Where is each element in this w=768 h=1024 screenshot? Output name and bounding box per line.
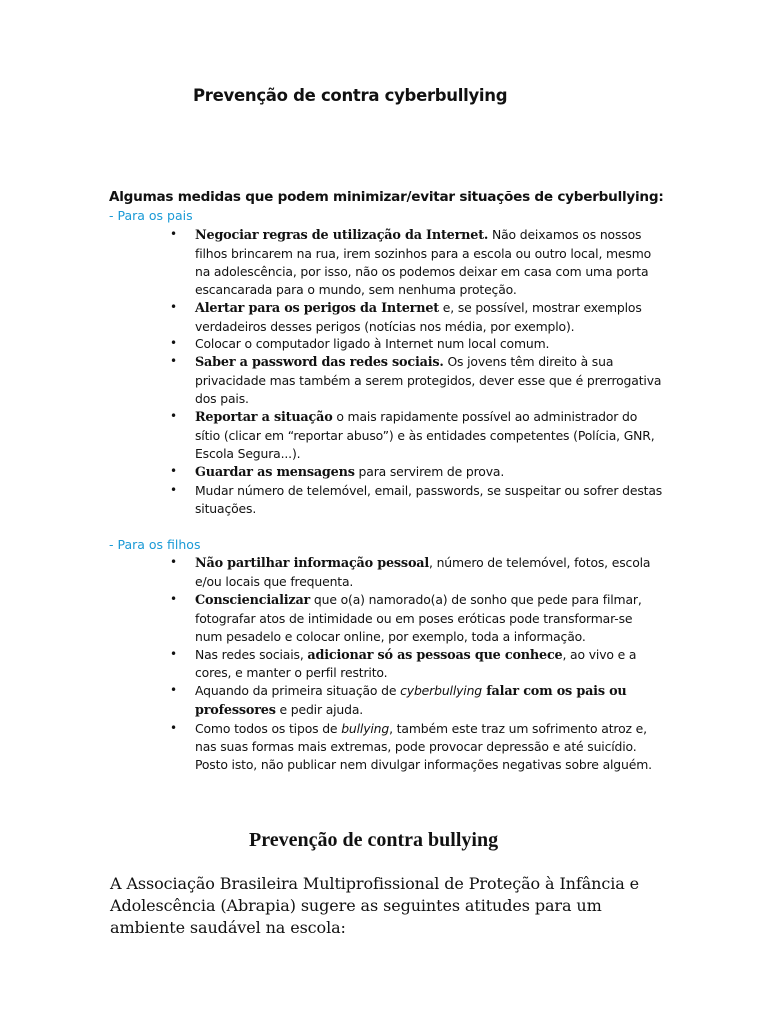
item-bold: Consciencializar (195, 592, 311, 608)
list-item (163, 335, 663, 353)
item-bold: falar com os pais ou professores (195, 684, 627, 719)
bullet-icon: • (170, 591, 177, 606)
bullet-icon: • (170, 463, 177, 478)
bullet-icon: • (170, 482, 177, 497)
subheading-filhos: - Para os filhos (109, 537, 201, 552)
item-bold: Guardar as mensagens (195, 464, 355, 480)
item-text: e pedir ajuda. (275, 702, 364, 718)
item-italic: bullying (341, 721, 390, 737)
item-text: , também este traz um sofrimento atroz e, nas suas formas mais extremas, pode provocar depressão e até suicídio. Posto isto, não publicar nem divulgar informações negativas sobre alguém. (195, 721, 652, 772)
list-item (163, 591, 663, 646)
list-item (163, 720, 663, 774)
list-item (163, 554, 663, 591)
bullet-icon: • (170, 721, 177, 736)
list-filhos (163, 554, 663, 774)
item-bold: Reportar a situação (195, 410, 333, 426)
item-text: Nas redes sociais, (195, 646, 308, 662)
item-text: , ao vivo e a cores, e manter o perfil restrito. (195, 646, 637, 681)
list-item (163, 408, 663, 463)
item-text: Como todos os tipos de (195, 721, 342, 737)
item-text: Os jovens têm direito à sua privacidade mas também a serem protegidos, dever esse que é prerrogativa dos pais. (195, 354, 662, 407)
list-item (163, 226, 663, 299)
bullet-icon: • (170, 646, 177, 661)
bullet-icon: • (170, 299, 177, 314)
page-title: Prevenção de contra cyberbullying (193, 86, 508, 105)
list-item (163, 353, 663, 408)
body-paragraph: A Associação Brasileira Multiprofissional de Proteção à Infância e Adolescência (Abrapia) sugere as seguintes atitudes para um ambiente saudável na escola: (110, 874, 640, 937)
item-text: o mais rapidamente possível ao administrador do sítio (clicar em “reportar abuso”) e às entidades competentes (Polícia, GNR, Escola Segura...). (195, 409, 655, 461)
bullet-icon: • (170, 354, 177, 369)
item-text: e, se possível, mostrar exemplos verdadeiros desses perigos (notícias nos média, por exemplo). (195, 299, 642, 334)
section-title-bullying: Prevenção de contra bullying (249, 829, 499, 851)
item-bold: Negociar regras de utilização da Internet. (195, 228, 489, 243)
bullet-icon: • (170, 227, 177, 241)
intro-heading: Algumas medidas que podem minimizar/evitar situações de cyberbullying: (109, 189, 664, 205)
item-bold: Alertar para os perigos da Internet (195, 300, 439, 316)
item-text: Colocar o computador ligado à Internet num local comum. (195, 336, 550, 352)
item-italic: cyberbullying (400, 683, 482, 699)
bullet-icon: • (170, 409, 177, 424)
item-text: Não deixamos os nossos filhos brincarem na rua, irem sozinhos para a escola ou outro local, mesmo na adolescência, por isso, não os podemos deixar em casa com uma porta escancarada para o mundo, sem nenhuma proteção. (195, 227, 652, 297)
item-text: , número de telemóvel, fotos, escola e/ou locais que frequenta. (195, 555, 651, 589)
bullet-icon: • (170, 336, 177, 351)
subheading-pais: - Para os pais (109, 208, 193, 223)
item-text: Mudar número de telemóvel, email, passwords, se suspeitar ou sofrer destas situações. (195, 482, 663, 516)
list-item (163, 299, 663, 336)
list-item (163, 463, 663, 482)
list-item (163, 646, 663, 683)
item-bold: Saber a password das redes sociais. (195, 355, 444, 371)
list-pais (163, 226, 663, 518)
item-bold: adicionar só as pessoas que conhece (307, 647, 563, 663)
list-item (163, 482, 663, 518)
bullet-icon: • (170, 555, 177, 569)
item-text: que o(a) namorado(a) de sonho que pede para filmar, fotografar atos de intimidade ou em poses eróticas pode transformar-se num pesadelo e colocar online, por exemplo, toda a informação. (195, 591, 642, 644)
item-text: Aquando da primeira situação de (195, 683, 401, 699)
list-item (163, 682, 663, 720)
item-bold: Não partilhar informação pessoal (195, 556, 430, 571)
bullet-icon: • (170, 683, 177, 698)
item-text: para servirem de prova. (354, 463, 505, 479)
